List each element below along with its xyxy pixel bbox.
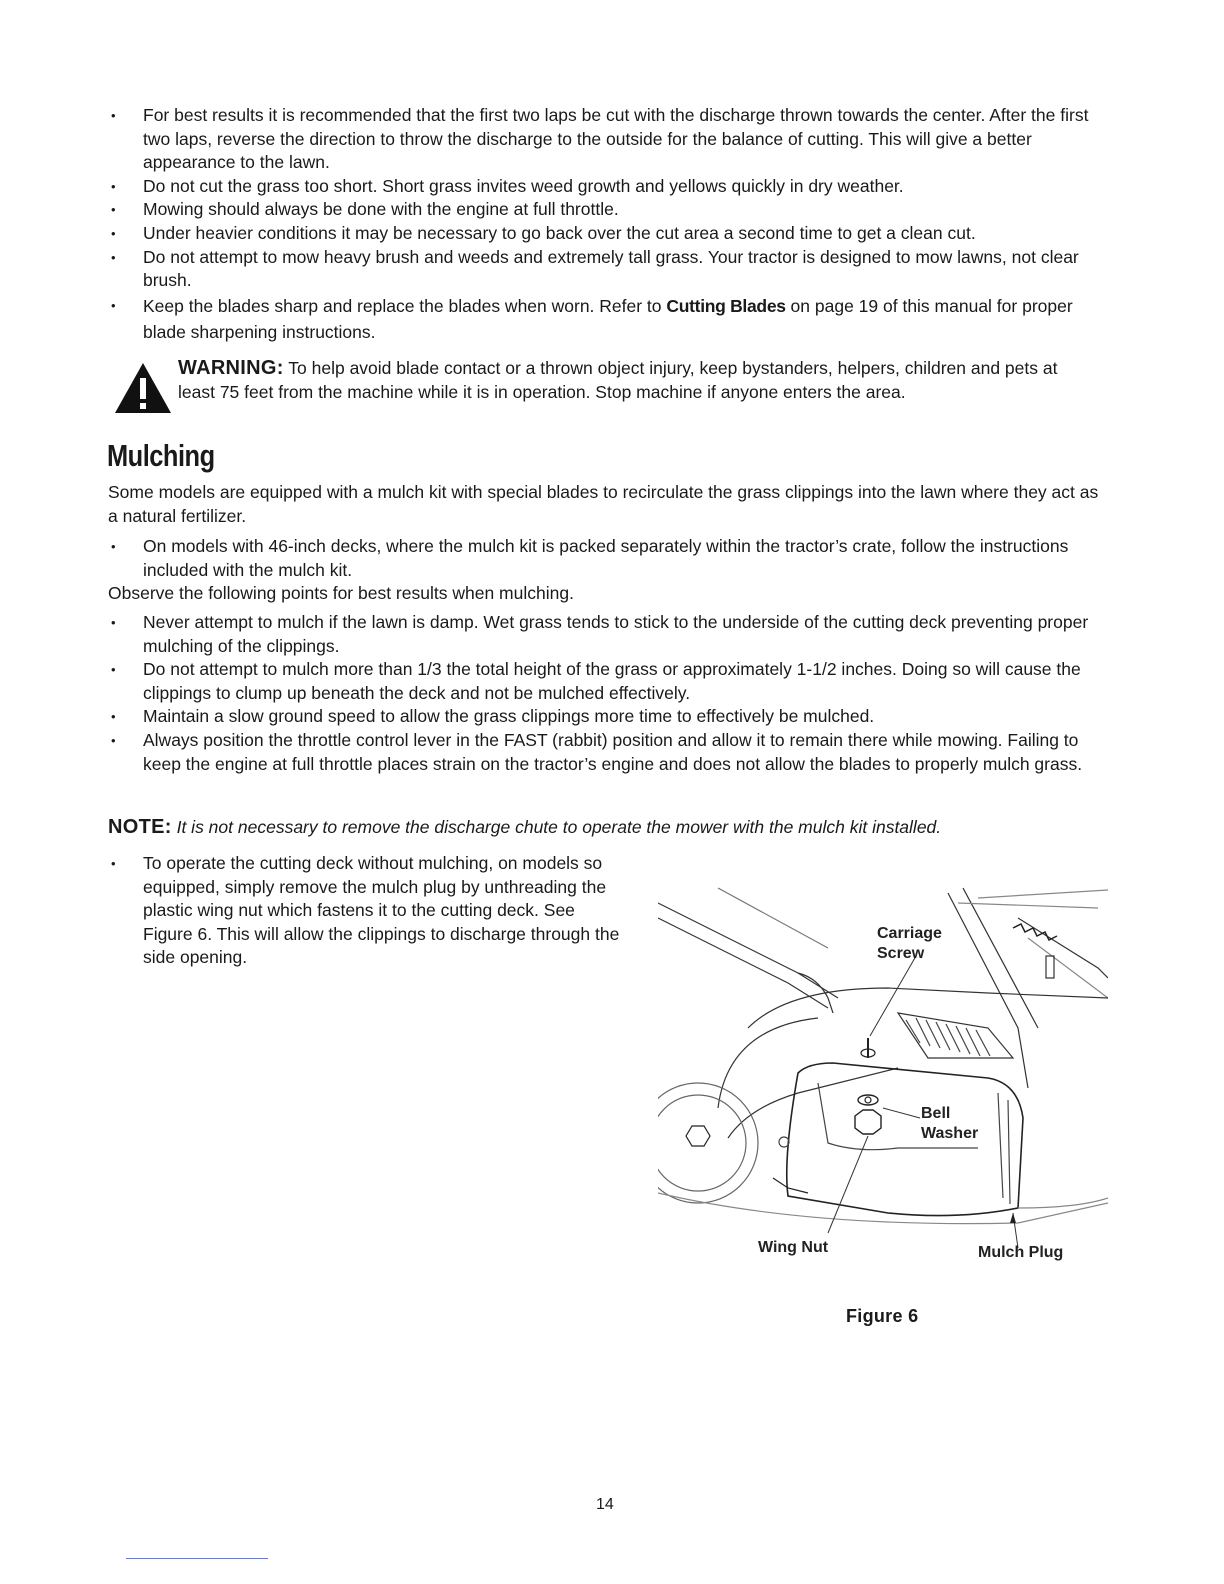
mulching-points-list (108, 611, 1108, 776)
list-item: • Always position the throttle control lever in the FAST (rabbit) position and allow it to remain there while mowing. Failing to keep the engine at full throttle places strain on the tractor’s engine and does not allow the blades to properly mulch grass. (108, 729, 1108, 776)
list-item: • Never attempt to mulch if the lawn is damp. Wet grass tends to stick to the underside of the cutting deck preventing proper mulching of the clippings. (108, 611, 1108, 658)
mulching-observe: Observe the following points for best results when mulching. (108, 583, 574, 604)
note-text: It is not necessary to remove the discharge chute to operate the mower with the mulch kit installed. (176, 817, 942, 837)
mulching-intro: Some models are equipped with a mulch kit with special blades to recirculate the grass clippings into the lawn where they act as a natural fertilizer. (108, 482, 1099, 526)
mulch-plug-label: Mulch Plug (978, 1244, 1064, 1261)
section-heading-mulching: Mulching (107, 438, 215, 473)
warning-label: WARNING: (178, 357, 284, 379)
carriage-screw-label: Carriage Screw (877, 925, 942, 962)
list-item: • Mowing should always be done with the engine at full throttle. (108, 198, 1108, 222)
list-item: • Maintain a slow ground speed to allow the grass clippings more time to effectively be mulched. (108, 705, 1108, 729)
list-item: • Do not cut the grass too short. Short grass invites weed growth and yellows quickly in dry weather. (108, 175, 1108, 199)
mowing-tips-list (108, 104, 1108, 345)
list-item: • Do not attempt to mulch more than 1/3 the total height of the grass or approximately 1-1/2 inches. Doing so will cause the clippings to clump up beneath the deck and not be mulched effectively. (108, 658, 1108, 705)
warning-text: WARNING: To help avoid blade contact or a thrown object injury, keep bystanders, helpers, children and pets at least 75 feet from the machine while it is in operation. Stop machine if anyone enters the area. (178, 357, 1058, 402)
list-item: • For best results it is recommended that the first two laps be cut with the discharge thrown towards the center. After the first two laps, reverse the direction to throw the discharge to the outside for the balance of cutting. This will give a better appearance to the lawn. (108, 104, 1108, 175)
warning-triangle-icon (114, 362, 172, 414)
footer-rule (126, 1558, 268, 1559)
operate-deck-list (108, 852, 628, 970)
list-item: • Under heavier conditions it may be necessary to go back over the cut area a second time to get a clean cut. (108, 222, 1108, 246)
list-item: • On models with 46-inch decks, where the mulch kit is packed separately within the tractor’s crate, follow the instructions included with the mulch kit. (108, 535, 1108, 582)
warning-block (108, 356, 1108, 416)
page-number: 14 (596, 1496, 614, 1513)
wing-nut-label: Wing Nut (758, 1239, 829, 1256)
list-item: • To operate the cutting deck without mulching, on models so equipped, simply remove the mulch plug by unthreading the plastic wing nut which fastens it to the cutting deck. See Figure 6. This will allow the clippings to discharge through the side opening. (108, 852, 628, 970)
mulching-section (108, 481, 1108, 776)
figure-6-illustration (658, 878, 1108, 1278)
list-item: • Keep the blades sharp and replace the blades when worn. Refer to Cutting Blades on page 19 of this manual for proper blade sharpening instructions. (108, 293, 1108, 345)
list-item: • Do not attempt to mow heavy brush and weeds and extremely tall grass. Your tractor is designed to mow lawns, not clear brush. (108, 246, 1108, 293)
note-label: NOTE: (108, 816, 172, 838)
cutting-blades-reference: Cutting Blades (666, 295, 786, 316)
note-block (108, 814, 1108, 840)
figure-caption: Figure 6 (846, 1306, 919, 1326)
bell-washer-label: Bell Washer (921, 1105, 979, 1142)
mulch-kit-list (108, 535, 1108, 582)
